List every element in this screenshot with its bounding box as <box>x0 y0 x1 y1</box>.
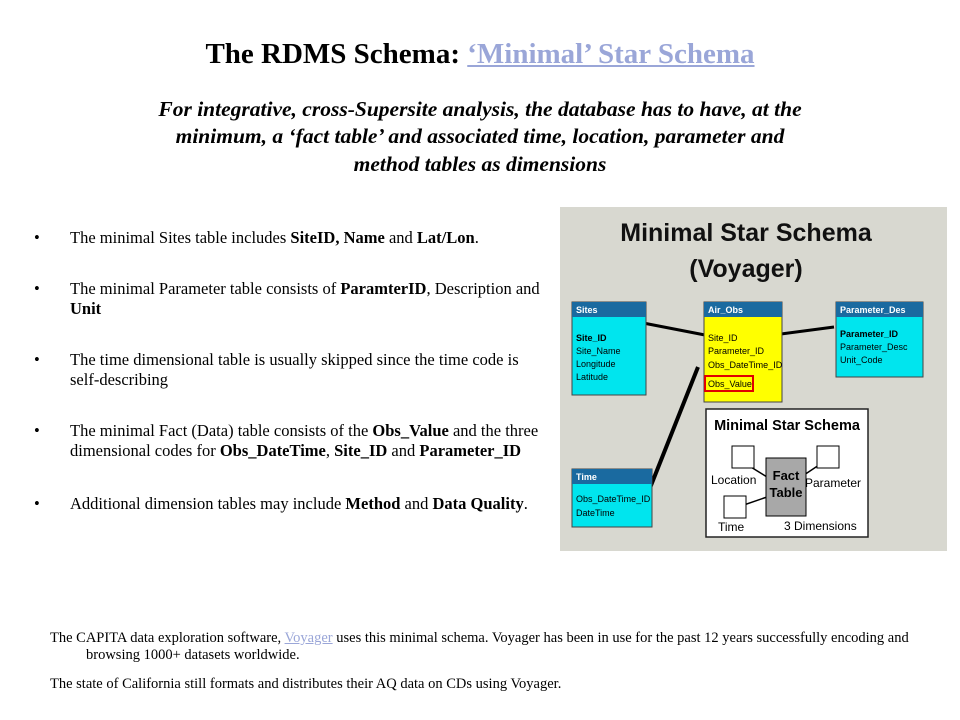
parameter-field: Parameter_ID <box>840 329 899 339</box>
bullet-list <box>34 228 544 514</box>
inset-parameter-box <box>817 446 839 468</box>
air-obs-table-name: Air_Obs <box>708 305 744 315</box>
air-obs-field: Site_ID <box>708 333 738 343</box>
footer-voyager-note: The CAPITA data exploration software, Voyager uses this minimal schema. Voyager has been in use for the past 12 years successfully encoding and browsing 1000+ datasets worldwide. <box>50 630 909 664</box>
inset-fact-line1: Fact <box>772 468 800 483</box>
parameter-field: Unit_Code <box>840 355 883 365</box>
time-table-name: Time <box>576 472 597 482</box>
slide-title <box>0 38 960 71</box>
diagram-heading-line1: Minimal Star Schema <box>620 219 872 247</box>
time-table <box>572 469 652 527</box>
inset-location-label: Location <box>711 473 757 487</box>
sites-field: Site_ID <box>576 333 607 343</box>
inset-dimensions-label: 3 Dimensions <box>784 519 857 533</box>
bullet-fact: • The minimal Fact (Data) table consists of the Obs_Value and the three dimensional codes for Obs_DateTime, Site_ID and Parameter_ID <box>34 421 544 460</box>
sites-field: Longitude <box>576 359 616 369</box>
inset-fact-line2: Table <box>769 485 803 500</box>
inset-star-diagram <box>706 409 868 537</box>
footer-california-note: The state of California still formats and distributes their AQ data on CDs using Voyager. <box>50 676 562 692</box>
sites-table <box>572 302 646 395</box>
sites-table-name: Sites <box>576 305 598 315</box>
air-obs-field: Obs_DateTime_ID <box>708 360 783 370</box>
bullet-time: • The time dimensional table is usually skipped since the time code is self-describing <box>34 350 544 389</box>
parameter-table <box>836 302 923 377</box>
title-link[interactable]: ‘Minimal’ Star Schema <box>467 38 755 70</box>
voyager-link[interactable]: Voyager <box>284 630 333 646</box>
parameter-table-name: Parameter_Des <box>840 305 906 315</box>
air-obs-table <box>704 302 783 402</box>
bullet-additional: • Additional dimension tables may include Method and Data Quality. <box>34 494 544 513</box>
title-prefix: The RDMS Schema: <box>205 38 468 70</box>
time-field: DateTime <box>576 508 615 518</box>
schema-diagram <box>560 207 947 551</box>
air-obs-field: Parameter_ID <box>708 346 765 356</box>
parameter-field: Parameter_Desc <box>840 342 908 352</box>
inset-time-label: Time <box>718 520 745 534</box>
sites-field: Site_Name <box>576 346 621 356</box>
sites-field: Latitude <box>576 372 609 382</box>
bullet-parameter: • The minimal Parameter table consists of ParamterID, Description and Unit <box>34 279 544 318</box>
inset-title: Minimal Star Schema <box>714 418 860 434</box>
diagram-heading-line2: (Voyager) <box>689 255 803 283</box>
inset-location-box <box>732 446 754 468</box>
air-obs-field: Obs_Value <box>708 379 752 389</box>
slide-subtitle: For integrative, cross-Supersite analysis, the database has to have, at the minimum, a ‘fact table’ and associated time, location, parameter and method tables as dimensions <box>158 97 802 176</box>
bullet-sites: • The minimal Sites table includes SiteID, Name and Lat/Lon. <box>34 228 544 247</box>
inset-time-box <box>724 496 746 518</box>
inset-parameter-label: Parameter <box>805 476 862 490</box>
time-field: Obs_DateTime_ID <box>576 494 651 504</box>
